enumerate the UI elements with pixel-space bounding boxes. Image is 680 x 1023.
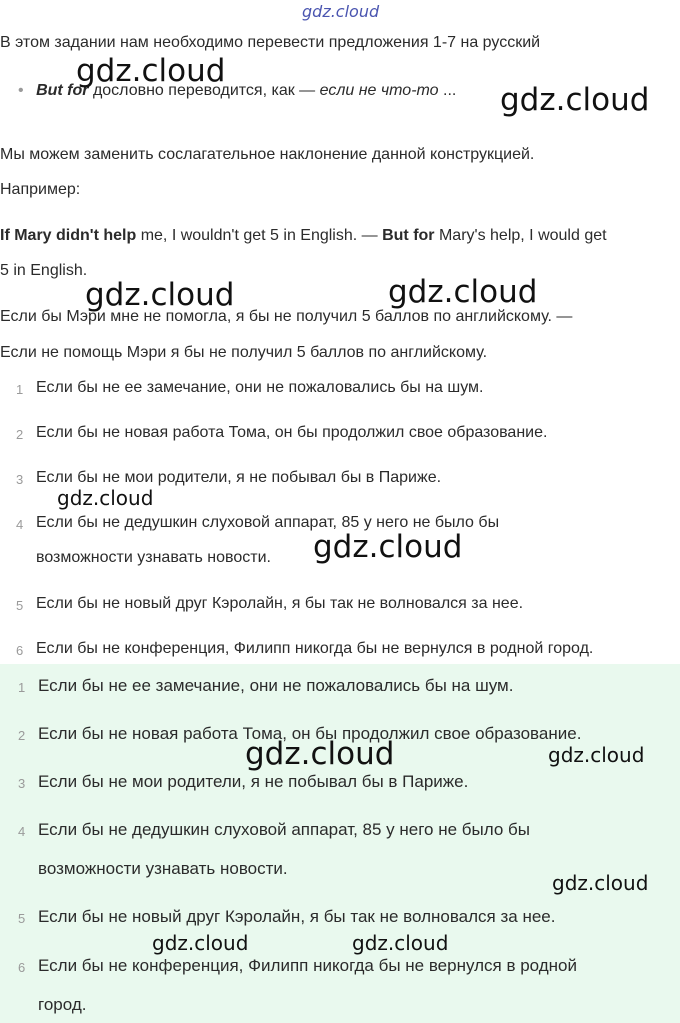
replace-note: Мы можем заменить сослагательное наклонение данной конструкцией. <box>0 146 535 163</box>
watermark: gdz.cloud <box>352 931 449 955</box>
watermark: gdz.cloud <box>152 931 249 955</box>
answer-item: Если бы не ее замечание, они не пожаловались бы на шум. <box>38 676 514 695</box>
answer-item: Если бы не новый друг Кэролайн, я бы так не волновался за нее. <box>38 907 556 926</box>
intro-text: В этом задании нам необходимо перевести предложения 1-7 на русский <box>0 34 541 51</box>
answer-number: 5 <box>18 911 26 926</box>
bullet-dot: • <box>18 82 24 99</box>
answer-item: Если бы не новая работа Тома, он бы продолжил свое образование. <box>38 724 582 743</box>
watermark-top: gdz.cloud <box>302 2 380 21</box>
example-ru-line1: Если бы Мэри мне не помогла, я бы не получил 5 баллов по английскому. — <box>0 308 573 325</box>
watermark: gdz.cloud <box>388 274 538 310</box>
bullet-term: But for <box>36 82 89 99</box>
answer-item-continued: возможности узнавать новости. <box>38 859 288 878</box>
list-item: Если бы не дедушкин слуховой аппарат, 85 у него не было бы <box>36 514 500 531</box>
list-number: 5 <box>16 598 24 613</box>
list-item: Если бы не новый друг Кэролайн, я бы так не волновался за нее. <box>36 595 524 612</box>
watermark: gdz.cloud <box>500 82 650 118</box>
list-item: Если бы не мои родители, я не побывал бы в Париже. <box>36 469 442 486</box>
list-number: 2 <box>16 427 24 442</box>
list-number: 4 <box>16 517 24 532</box>
answer-item: Если бы не мои родители, я не побывал бы в Париже. <box>38 772 469 791</box>
example-label: Например: <box>0 181 81 198</box>
example-en-line2: 5 in English. <box>0 262 88 279</box>
watermark: gdz.cloud <box>245 736 395 772</box>
watermark: gdz.cloud <box>313 529 463 565</box>
bullet-ellipsis: ... <box>438 82 457 99</box>
list-item: Если бы не новая работа Тома, он бы продолжил свое образование. <box>36 424 548 441</box>
answer-item: Если бы не дедушкин слуховой аппарат, 85 у него не было бы <box>38 820 531 839</box>
example-en-but-for: But for <box>382 227 435 244</box>
watermark: gdz.cloud <box>552 871 649 895</box>
list-number: 6 <box>16 643 24 658</box>
list-number: 1 <box>16 382 24 397</box>
answer-item: Если бы не конференция, Филипп никогда бы не вернулся в родной <box>38 956 578 975</box>
example-en-end: Mary's help, I would get <box>434 227 607 244</box>
answer-number: 6 <box>18 960 26 975</box>
example-en-line1 <box>0 227 607 245</box>
list-item: Если бы не ее замечание, они не пожаловались бы на шум. <box>36 379 484 396</box>
watermark: gdz.cloud <box>76 53 226 89</box>
watermark: gdz.cloud <box>85 277 235 313</box>
list-item-continued: возможности узнавать новости. <box>36 549 271 566</box>
answer-item-continued: город. <box>38 995 87 1014</box>
example-en-condition: If Mary didn't help <box>0 227 137 244</box>
example-ru-line2: Если не помощь Мэри я бы не получил 5 баллов по английскому. <box>0 344 488 361</box>
answer-number: 3 <box>18 776 26 791</box>
watermark: gdz.cloud <box>57 486 154 510</box>
list-number: 3 <box>16 472 24 487</box>
answer-number: 2 <box>18 728 26 743</box>
watermark: gdz.cloud <box>548 743 645 767</box>
example-en-rest: me, I wouldn't get 5 in English. — <box>136 227 383 244</box>
answer-number: 4 <box>18 824 26 839</box>
list-item: Если бы не конференция, Филипп никогда бы не вернулся в родной город. <box>36 640 594 657</box>
answer-number: 1 <box>18 680 26 695</box>
bullet-middle: дословно переводится, как — <box>88 82 320 99</box>
bullet-meaning: если не что-то <box>319 82 439 99</box>
